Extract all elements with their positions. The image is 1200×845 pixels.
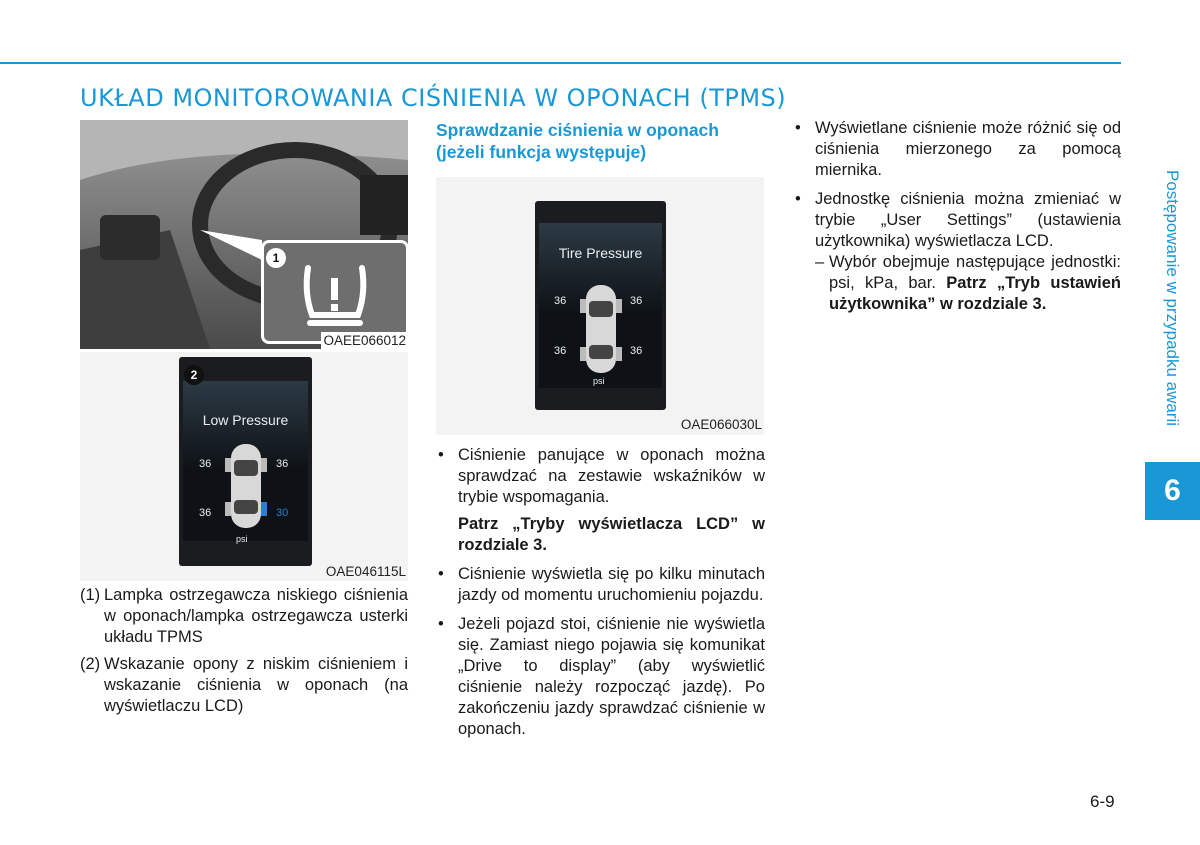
figure-legend (80, 585, 408, 723)
lcd-screen (179, 357, 312, 566)
tire-rr-value: 36 (630, 345, 643, 357)
figure-code: OAEE066012 (323, 333, 406, 348)
figure-code: OAE066030L (680, 417, 762, 432)
car-top-view-icon (578, 281, 624, 381)
cross-reference: Patrz „Tryb ustawień użytkownika” w rozdziale 3. (829, 274, 1121, 313)
list-item: • Wyświetlane ciśnienie może różnić się od ciśnienia mierzonego za pomocą miernika. (793, 118, 1121, 181)
tire-rr-low-value: 30 (276, 507, 289, 519)
chapter-tab: 6 (1145, 462, 1200, 520)
page-number: 6-9 (1090, 792, 1115, 811)
tire-rl-value: 36 (554, 345, 567, 357)
legend-item: (1) Lampka ostrzegawcza niskiego ciśnienia w oponach/lampka ostrzegawcza usterki układu TPMS (80, 586, 408, 646)
pressure-unit: psi (236, 534, 248, 544)
tire-fr-value: 36 (276, 458, 289, 470)
list-item: • Jednostkę ciśnienia można zmieniać w trybie „User Settings” (ustawienia użytkownika) wyświetlacza LCD. – Wybór obejmuje następujące jednostki: psi, kPa, bar. Patrz „Tryb ustawień użytkownika” w rozdziale 3. (793, 189, 1121, 315)
lcd-title: Low Pressure (202, 412, 289, 428)
low-pressure-figure (80, 352, 408, 581)
tire-rl-value: 36 (199, 507, 212, 519)
callout-badge-1: 1 (266, 248, 286, 268)
cross-reference: Patrz „Tryby wyświetlacza LCD” w rozdziale 3. (458, 515, 765, 554)
lcd-screen (535, 201, 666, 410)
top-rule (0, 62, 1121, 64)
figure-code: OAE046115L (325, 564, 406, 579)
tire-pressure-figure (436, 177, 764, 435)
legend-item: (2) Wskazanie opony z niskim ciśnieniem i wskazanie ciśnienia w oponach (na wyświetlaczu LCD) (80, 655, 408, 715)
dashboard-figure (80, 120, 408, 349)
sub-list-item: – Wybór obejmuje następujące jednostki: psi, kPa, bar. Patrz „Tryb ustawień użytkownika” w rozdziale 3. (815, 253, 1121, 313)
tire-fr-value: 36 (630, 295, 643, 307)
section-heading: Sprawdzanie ciśnienia w oponach (jeżeli funkcja występuje) (436, 120, 719, 162)
callout-badge-2: 2 (184, 365, 204, 385)
tire-fl-value: 36 (554, 295, 567, 307)
list-item: • Ciśnienie wyświetla się po kilku minutach jazdy od momentu uruchomieniu pojazdu. (436, 564, 765, 606)
pressure-unit: psi (593, 376, 605, 386)
page-title: UKŁAD MONITOROWANIA CIŚNIENIA W OPONACH (TPMS) (80, 84, 787, 112)
right-text (793, 118, 1121, 315)
section-label: Postępowanie w przypadku awarii (1163, 170, 1182, 427)
middle-text (436, 445, 765, 748)
list-item: • Ciśnienie panujące w oponach można sprawdzać na zestawie wskaźników w trybie wspomagania. Patrz „Tryby wyświetlacza LCD” w rozdziale 3. (436, 445, 765, 556)
car-top-view-icon (223, 440, 269, 535)
list-item: • Jeżeli pojazd stoi, ciśnienie nie wyświetla się. Zamiast niego pojawia się komunikat „Drive to display” (aby wyświetlić ciśnienie należy rozpocząć jazdę). Po zakończeniu jazdy sprawdzać ciśnienie w oponach. (436, 614, 765, 740)
lcd-title: Tire Pressure (558, 245, 643, 261)
tire-fl-value: 36 (199, 458, 212, 470)
